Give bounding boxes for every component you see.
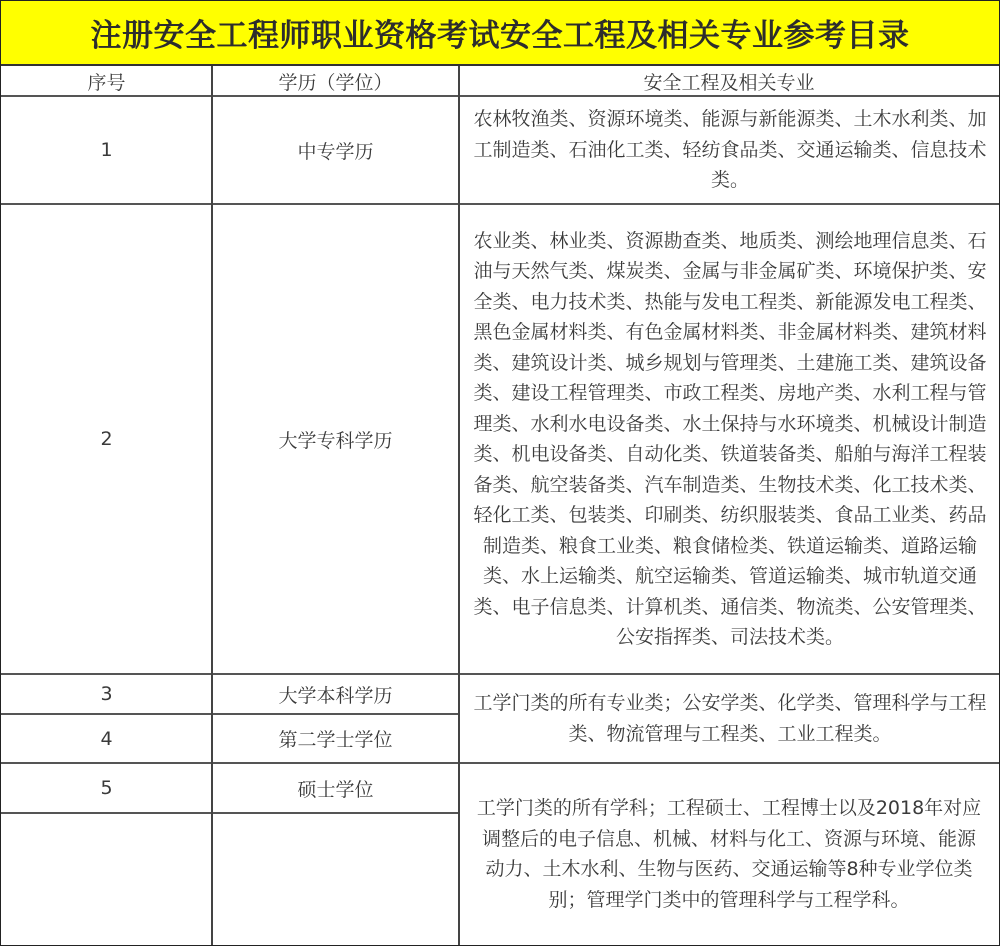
divider	[458, 66, 460, 945]
row2-majors: 农业类、林业类、资源勘查类、地质类、测绘地理信息类、石油与天然气类、煤炭类、金属与非金属矿类、环境保护类、安全类、电力技术类、热能与发电工程类、新能源发电工程类、黑色金属材料类、有色金属材料类、非金属材料类、建筑材料类、建筑设计类、城乡规划与管理类、土建施工类、建筑设备类、建设工程管理类、市政工程类、房地产类、水利工程与管理类、水利水电设备类、水土保持与水环境类、机械设计制造类、机电设备类、自动化类、铁道装备类、船舶与海洋工程装备类、航空装备类、汽车制造类、生物技术类、化工技术类、轻化工类、包装类、印刷类、纺织服装类、食品工业类、药品制造类、粮食工业类、粮食储检类、铁道运输类、道路运输类、水上运输类、航空运输类、管道运输类、城市轨道交通类、电子信息类、计算机类、通信类、物流类、公安管理类、公安指挥类、司法技术类。	[473, 229, 987, 648]
divider	[1, 812, 459, 814]
row1-no: 1	[100, 139, 113, 161]
row2-degree: 大学专科学历	[278, 429, 393, 452]
divider	[211, 66, 213, 945]
rows5-6-majors: 工学门类的所有学科；工程硕士、工程博士以及2018年对应调整后的电子信息、机械、材料与化工、资源与环境、能源动力、土木水利、生物与医药、交通运输等8种专业学位类别；管理学门类中的管理科学与工程学科。	[476, 797, 982, 911]
row6-no	[1, 813, 212, 945]
row5-no: 5	[100, 777, 113, 799]
header-majors: 安全工程及相关专业	[643, 71, 815, 94]
divider	[1, 95, 999, 97]
row1-majors: 农林牧渔类、资源环境类、能源与新能源类、土木水利类、加工制造类、石油化工类、轻纺食品类、交通运输类、信息技术类。	[473, 108, 987, 192]
divider	[1, 713, 459, 715]
row6-degree	[212, 813, 459, 945]
row4-degree: 第二学士学位	[278, 729, 393, 751]
page-title: 注册安全工程师职业资格考试安全工程及相关专业参考目录	[1, 1, 999, 66]
rows3-4-majors: 工学门类的所有专业类；公安学类、化学类、管理科学与工程类、物流管理与工程类、工业工程类。	[473, 692, 987, 745]
divider	[1, 762, 999, 764]
row1-degree: 中专学历	[297, 140, 374, 163]
divider	[1, 203, 999, 205]
row3-degree: 大学本科学历	[278, 684, 393, 707]
row2-no: 2	[100, 428, 113, 450]
row4-no: 4	[100, 727, 113, 750]
row5-degree: 硕士学位	[297, 778, 374, 801]
header-no: 序号	[87, 71, 126, 94]
row3-no: 3	[100, 683, 113, 705]
header-degree: 学历（学位）	[278, 71, 393, 94]
divider	[1, 673, 999, 675]
